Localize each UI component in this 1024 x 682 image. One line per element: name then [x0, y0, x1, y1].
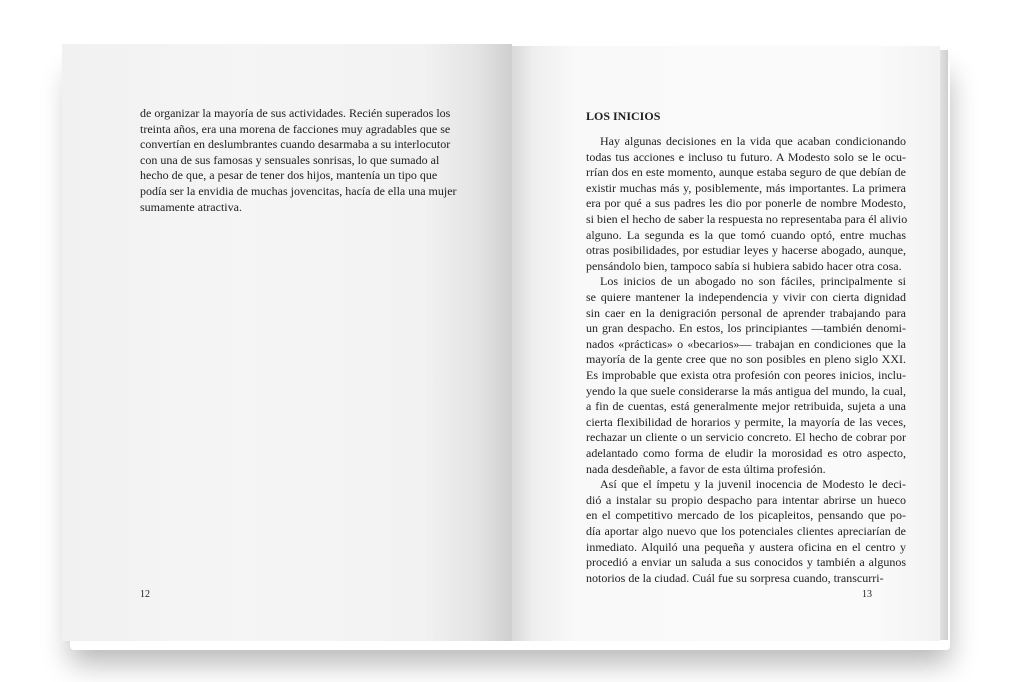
text-line: todas tus acciones e incluso tu futuro. A Modesto solo se le ocu- [586, 149, 906, 164]
text-line: mayoría de la gente cree que no son posibles en pleno siglo XXI. [586, 352, 906, 367]
text-line: procedió a enviar un saluda a sus conocidos y también a algunos [586, 555, 906, 570]
text-line: nados «prácticas» o «becarios»— trabajan en condiciones que la [586, 336, 906, 351]
text-line: era por qué a sus padres les dio por ponerle de nombre Modesto, [586, 196, 906, 211]
text-line: pensándolo bien, tampoco sabía si hubiera sabido hacer otra cosa. [586, 258, 902, 273]
text-line: hecho de que, a pesar de tener dos hijos, mantenía un tipo que [140, 168, 438, 183]
text-line: adelantado como forma de eludir la morosidad es otro aspecto, [586, 446, 906, 460]
page-number-right: 13 [862, 589, 872, 600]
text-line: Hay algunas decisiones en la vida que acaban condicionando [600, 134, 906, 148]
text-line: cierta flexibilidad de horarios y permite, la mayoría de las veces, [586, 414, 906, 429]
text-line: día aportar algo nuevo que los potenciales clientes apreciarían de [586, 524, 906, 538]
text-line: un gran despacho. En estos, los principiantes —también denomi- [586, 321, 906, 336]
text-line: a fin de cuentas, está generalmente mejor retribuida, sujeta a una [586, 399, 906, 414]
text-line: se quiere mantener la independencia y vivir con cierta dignidad [586, 290, 906, 304]
text-line: otras posibilidades, por estudiar leyes y hacerse abogado, aunque, [586, 243, 906, 258]
text-line: Los inicios de un abogado no son fáciles, principalmente si [600, 274, 906, 289]
chapter-heading: LOS INICIOS [586, 109, 661, 123]
text-line: inmediato. Alquiló una pequeña y austera oficina en el centro y [586, 539, 906, 554]
page-edges [940, 50, 948, 640]
text-line: yendo la que suele considerarse la más antigua del mundo, la cual, [586, 383, 906, 398]
text-line: podía ser la envidia de muchas jovencitas, hacía de ella una mujer [140, 184, 457, 198]
text-line: sumamente atractiva. [140, 199, 242, 214]
text-line: con una de sus famosas y sensuales sonrisas, lo que sumado al [140, 152, 440, 167]
text-line: dió a instalar su propio despacho para intentar abrirse un hueco [586, 492, 906, 507]
text-line: rrían dos en este momento, aunque estaba seguro de que debían de [586, 165, 906, 180]
text-line: en el competitivo mercado de los picapleitos, pensando que po- [586, 508, 906, 523]
text-line: Es improbable que exista otra profesión con peores inicios, inclu- [586, 368, 906, 382]
text-line: existir muchas más y, posiblemente, más importantes. La primera [586, 180, 906, 195]
text-line: nada desdeñable, a favor de esta última profesión. [586, 461, 826, 476]
text-line: convertían en deslumbrantes cuando desarmaba a su interlocutor [140, 137, 451, 152]
text-line: de organizar la mayoría de sus actividades. Recién superados los [140, 106, 451, 120]
text-line: treinta años, era una morena de facciones muy agradables que se [140, 121, 451, 136]
text-line: rechazar un cliente o un servicio concreto. El hecho de cobrar por [586, 430, 906, 445]
text-line: sin caer en la denigración personal de aprender trabajando para [586, 305, 906, 320]
text-line: alguno. La segunda es la que tomó cuando optó, entre muchas [586, 227, 906, 242]
page-number-left: 12 [140, 589, 150, 600]
text-line: si bien el hecho de saber la respuesta no representaba para él alivio [586, 212, 908, 226]
text-line: Así que el ímpetu y la juvenil inocencia de Modesto le deci- [600, 477, 906, 492]
text-line: notorios de la ciudad. Cuál fue su sorpresa cuando, transcurri- [586, 570, 884, 585]
